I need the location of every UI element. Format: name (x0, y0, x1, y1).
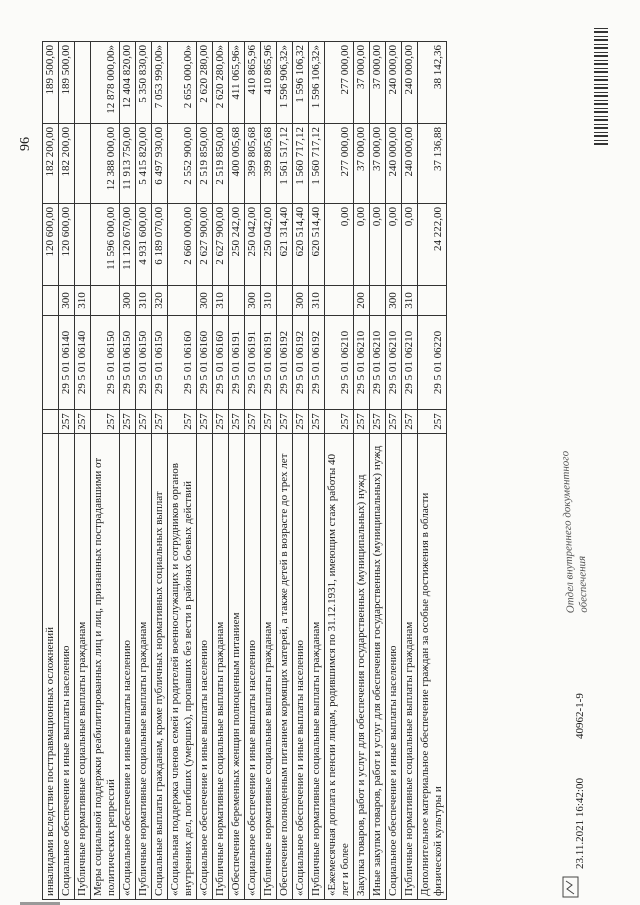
row-csr: 29 5 01 06192 (277, 316, 293, 410)
row-csr: 29 5 01 06150 (136, 316, 152, 410)
row-name: Публичные нормативные социальные выплаты гражданам (136, 434, 152, 900)
row-code: 257 (261, 410, 277, 434)
table-row (386, 42, 402, 900)
row-value-2023: 410 865,96 (261, 42, 277, 124)
row-value-2023: 240 000,00 (402, 42, 418, 124)
row-value-2022: 1 560 717,12 (309, 124, 325, 204)
row-value-2021: 0,00 (325, 204, 354, 286)
row-name: «Социальное обеспечение и иные выплаты населению (120, 434, 136, 900)
row-value-2021: 250 042,00 (261, 204, 277, 286)
row-value-2021: 24 222,00 (418, 204, 447, 286)
row-value-2021: 0,00 (370, 204, 386, 286)
row-value-2021: 2 660 000,00 (168, 204, 197, 286)
row-value-2021: 620 514,40 (309, 204, 325, 286)
row-code: 257 (75, 410, 91, 434)
row-value-2023: 12 404 820,00 (120, 42, 136, 124)
budget-table-body (43, 42, 447, 900)
table-row (59, 42, 75, 900)
row-name: «Социальное обеспечение и иные выплаты населению (197, 434, 213, 900)
row-code: 257 (309, 410, 325, 434)
row-value-2022: 6 497 930,00 (152, 124, 168, 204)
row-value-2022: 399 805,68 (261, 124, 277, 204)
footer-timestamp: 23.11.2021 16:42:00 (574, 778, 586, 869)
row-vr: 310 (261, 286, 277, 316)
row-code: 257 (59, 410, 75, 434)
row-value-2022: 37 000,00 (370, 124, 386, 204)
row-code: 257 (354, 410, 370, 434)
row-value-2022: 182 200,00 (43, 124, 59, 204)
row-value-2023 (75, 42, 91, 124)
table-row (370, 42, 386, 900)
page-number: 96 (18, 137, 33, 151)
row-value-2023: 189 500,00 (59, 42, 75, 124)
row-csr: 29 5 01 06210 (370, 316, 386, 410)
row-value-2023: 189 500,00 (43, 42, 59, 124)
row-code: 257 (168, 410, 197, 434)
row-value-2023: 2 620 280,00» (213, 42, 229, 124)
row-code: 257 (91, 410, 120, 434)
row-code: 257 (402, 410, 418, 434)
row-code: 257 (325, 410, 354, 434)
row-value-2022 (75, 124, 91, 204)
row-value-2023: 410 865,96 (245, 42, 261, 124)
row-csr (43, 316, 59, 410)
row-value-2022: 2 552 900,00 (168, 124, 197, 204)
table-row (75, 42, 91, 900)
row-code: 257 (213, 410, 229, 434)
row-value-2023: 1 596 106,32 (293, 42, 309, 124)
row-name: Меры социальной поддержки реабилитированных лиц и лиц, признанных пострадавшими от политических репрессий (91, 434, 120, 900)
row-value-2023: 37 000,00 (354, 42, 370, 124)
row-csr: 29 5 01 06140 (75, 316, 91, 410)
footer-doc-id: 40962-1-9 (574, 693, 586, 739)
table-row (245, 42, 261, 900)
row-csr: 29 5 01 06192 (293, 316, 309, 410)
row-name: «Социальное обеспечение и иные выплаты населению (293, 434, 309, 900)
row-name: «Обеспечение беременных женщин полноценным питанием (229, 434, 245, 900)
row-vr (325, 286, 354, 316)
row-value-2021: 621 314,40 (277, 204, 293, 286)
department-stamp (559, 450, 591, 613)
row-value-2021: 0,00 (386, 204, 402, 286)
row-code (43, 410, 59, 434)
row-name: Социальное обеспечение и иные выплаты населению (386, 434, 402, 900)
table-row (261, 42, 277, 900)
row-vr: 200 (354, 286, 370, 316)
table-row (91, 42, 120, 900)
table-row (293, 42, 309, 900)
row-csr: 29 5 01 06191 (245, 316, 261, 410)
table-row (43, 42, 59, 900)
row-csr: 29 5 01 06160 (213, 316, 229, 410)
table-row (325, 42, 354, 900)
row-value-2021: 120 600,00 (43, 204, 59, 286)
row-name: Дополнительное материальное обеспечение граждан за особые достижения в области физической культуры и (418, 434, 447, 900)
table-row (309, 42, 325, 900)
row-csr: 29 5 01 06150 (152, 316, 168, 410)
row-name: инвалидами вследствие посттравмационных осложнений (43, 434, 59, 900)
row-name: Социальные выплаты гражданам, кроме публичных нормативных социальных выплат (152, 434, 168, 900)
row-value-2021: 0,00 (354, 204, 370, 286)
row-value-2023: 2 655 000,00» (168, 42, 197, 124)
row-vr: 320 (152, 286, 168, 316)
table-row (213, 42, 229, 900)
row-code: 257 (277, 410, 293, 434)
row-value-2023: 5 350 830,00 (136, 42, 152, 124)
row-name: Иные закупки товаров, работ и услуг для обеспечения государственных (муниципальных) нужд (370, 434, 386, 900)
table-row (168, 42, 197, 900)
row-csr: 29 5 01 06160 (168, 316, 197, 410)
row-vr: 300 (197, 286, 213, 316)
row-vr (91, 286, 120, 316)
row-vr (43, 286, 59, 316)
row-value-2022: 1 560 717,12 (293, 124, 309, 204)
row-value-2022: 5 415 820,00 (136, 124, 152, 204)
stamp-line-2: обеспечения (575, 555, 590, 613)
row-code: 257 (197, 410, 213, 434)
table-row (229, 42, 245, 900)
row-csr: 29 5 01 06220 (418, 316, 447, 410)
row-value-2021 (75, 204, 91, 286)
row-value-2022: 399 805,68 (245, 124, 261, 204)
row-code: 257 (245, 410, 261, 434)
row-value-2021: 250 042,00 (245, 204, 261, 286)
row-value-2021: 4 931 600,00 (136, 204, 152, 286)
row-csr: 29 5 01 06150 (120, 316, 136, 410)
row-vr (229, 286, 245, 316)
row-value-2023: 1 596 106,32» (309, 42, 325, 124)
table-row (120, 42, 136, 900)
row-vr: 310 (75, 286, 91, 316)
row-value-2022: 240 000,00 (386, 124, 402, 204)
row-vr: 310 (213, 286, 229, 316)
row-vr (370, 286, 386, 316)
row-value-2023: 277 000,00 (325, 42, 354, 124)
row-value-2021: 120 600,00 (59, 204, 75, 286)
row-name: «Социальная поддержка членов семей и родителей военнослужащих и сотрудников органов внутренних дел, погибших (умерших), пропавших без вести в районах боевых действий (168, 434, 197, 900)
row-code: 257 (229, 410, 245, 434)
row-value-2022: 12 388 000,00 (91, 124, 120, 204)
row-name: Публичные нормативные социальные выплаты гражданам (261, 434, 277, 900)
row-name: Обеспечение полноценным питанием кормящих матерей, а также детей в возрасте до трех лет (277, 434, 293, 900)
row-name: Закупка товаров, работ и услуг для обеспечения государственных (муниципальных) нужд (354, 434, 370, 900)
row-value-2023: 2 620 280,00 (197, 42, 213, 124)
row-code: 257 (136, 410, 152, 434)
row-csr: 29 5 01 06210 (354, 316, 370, 410)
row-value-2023: 240 000,00 (386, 42, 402, 124)
row-name: Публичные нормативные социальные выплаты гражданам (213, 434, 229, 900)
table-row (402, 42, 418, 900)
row-value-2022: 240 000,00 (402, 124, 418, 204)
row-code: 257 (370, 410, 386, 434)
stamp-line-1: Отдел внутреннего документного (559, 450, 577, 614)
row-vr: 300 (59, 286, 75, 316)
row-value-2023: 37 000,00 (370, 42, 386, 124)
row-code: 257 (418, 410, 447, 434)
row-value-2021: 6 189 070,00 (152, 204, 168, 286)
table-row (197, 42, 213, 900)
row-vr (168, 286, 197, 316)
row-csr: 29 5 01 06191 (229, 316, 245, 410)
row-csr: 29 5 01 06192 (309, 316, 325, 410)
doc-logo-icon (560, 873, 582, 899)
row-value-2021: 250 242,00 (229, 204, 245, 286)
row-value-2023: 12 878 000,00» (91, 42, 120, 124)
row-code: 257 (386, 410, 402, 434)
row-value-2023: 38 142,36 (418, 42, 447, 124)
row-vr: 310 (402, 286, 418, 316)
row-name: Социальное обеспечение и иные выплаты населению (59, 434, 75, 900)
table-row (277, 42, 293, 900)
row-code: 257 (120, 410, 136, 434)
row-name: Публичные нормативные социальные выплаты гражданам (402, 434, 418, 900)
row-value-2022: 400 005,68 (229, 124, 245, 204)
row-vr: 300 (245, 286, 261, 316)
row-value-2021: 0,00 (402, 204, 418, 286)
table-row (354, 42, 370, 900)
row-value-2021: 620 514,40 (293, 204, 309, 286)
row-vr (277, 286, 293, 316)
row-value-2022: 1 561 517,12 (277, 124, 293, 204)
row-vr: 310 (309, 286, 325, 316)
row-value-2023: 411 065,96» (229, 42, 245, 124)
row-vr (418, 286, 447, 316)
row-vr: 300 (120, 286, 136, 316)
row-csr: 29 5 01 06140 (59, 316, 75, 410)
row-value-2022: 277 000,00 (325, 124, 354, 204)
row-value-2021: 11 596 000,00 (91, 204, 120, 286)
budget-table (42, 41, 447, 900)
barcode-icon (594, 25, 608, 145)
row-csr: 29 5 01 06150 (91, 316, 120, 410)
row-value-2022: 182 200,00 (59, 124, 75, 204)
row-value-2022: 2 519 850,00 (213, 124, 229, 204)
row-vr: 310 (136, 286, 152, 316)
row-code: 257 (152, 410, 168, 434)
row-value-2022: 37 136,88 (418, 124, 447, 204)
row-value-2022: 37 000,00 (354, 124, 370, 204)
row-vr: 300 (293, 286, 309, 316)
table-row (136, 42, 152, 900)
row-value-2022: 2 519 850,00 (197, 124, 213, 204)
row-csr: 29 5 01 06210 (402, 316, 418, 410)
row-value-2021: 2 627 900,00 (197, 204, 213, 286)
row-csr: 29 5 01 06210 (325, 316, 354, 410)
row-name: «Ежемесячная доплата к пенсии лицам, родившимся по 31.12.1931, имеющим стаж работы 40 лет и более (325, 434, 354, 900)
row-csr: 29 5 01 06191 (261, 316, 277, 410)
row-name: Публичные нормативные социальные выплаты гражданам (309, 434, 325, 900)
table-row (418, 42, 447, 900)
row-csr: 29 5 01 06210 (386, 316, 402, 410)
table-row (152, 42, 168, 900)
row-vr: 300 (386, 286, 402, 316)
row-value-2021: 11 120 670,00 (120, 204, 136, 286)
row-value-2023: 1 596 906,32» (277, 42, 293, 124)
row-name: «Социальное обеспечение и иные выплаты населению (245, 434, 261, 900)
row-name: Публичные нормативные социальные выплаты гражданам (75, 434, 91, 900)
row-csr: 29 5 01 06160 (197, 316, 213, 410)
row-value-2021: 2 627 900,00 (213, 204, 229, 286)
row-value-2023: 7 053 990,00» (152, 42, 168, 124)
row-value-2022: 11 913 750,00 (120, 124, 136, 204)
row-code: 257 (293, 410, 309, 434)
